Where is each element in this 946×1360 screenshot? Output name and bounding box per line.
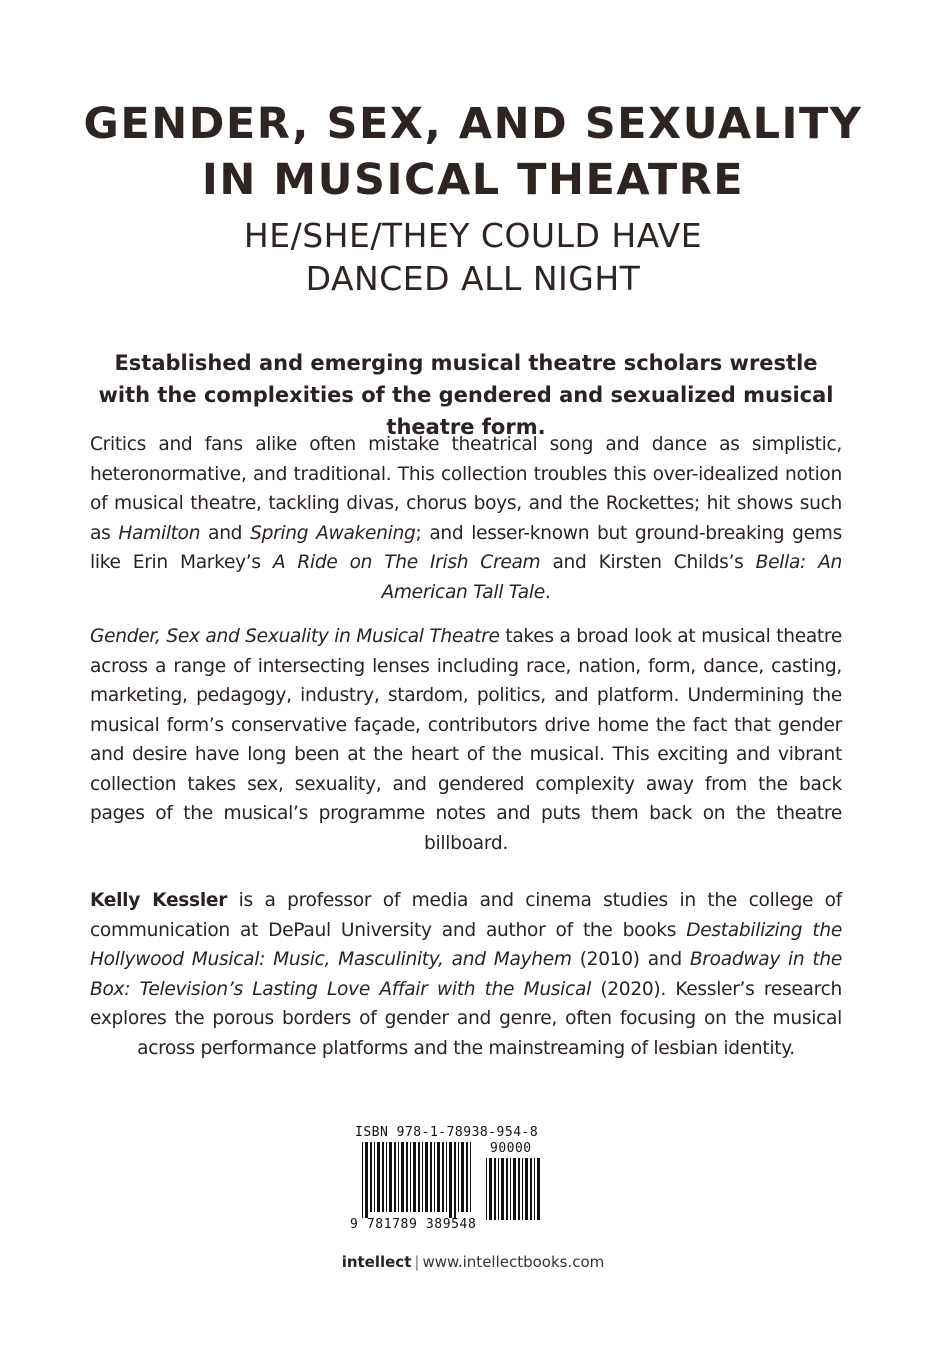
barcode-bar bbox=[534, 1158, 535, 1220]
barcode-bar bbox=[458, 1142, 459, 1212]
barcode-bar bbox=[398, 1142, 399, 1212]
barcode-bar bbox=[513, 1158, 516, 1220]
barcode-bar bbox=[382, 1142, 384, 1212]
publisher-footer bbox=[0, 1251, 946, 1273]
barcode-bar bbox=[537, 1158, 540, 1220]
book-title-line-1: GENDER, SEX, AND SEXUALITY bbox=[83, 99, 863, 149]
author-name: Kelly Kessler bbox=[90, 890, 228, 911]
author-book-1: Destabilizing the Hollywood Musical: Music, Masculinity, and Mayhem bbox=[90, 919, 842, 970]
barcode-bar bbox=[370, 1142, 372, 1212]
footer-separator: | bbox=[414, 1253, 420, 1271]
show-title-bella: Bella: An American Tall Tale bbox=[381, 552, 843, 603]
book-title-italic: Gender, Sex and Sexuality in Musical Theatre bbox=[90, 626, 500, 647]
barcode-bars-addon bbox=[486, 1158, 540, 1226]
barcode-bar bbox=[401, 1142, 404, 1212]
author-bio-text-b: (2010) and bbox=[571, 949, 690, 970]
show-title-spring-awakening: Spring Awakening bbox=[250, 522, 416, 544]
author-book-2: Broadway in the Box: Television’s Lasting Love Affair with the Musical bbox=[90, 949, 842, 1000]
paragraph-1-text-a: Critics and fans alike often mistake theatrical song and dance as simplistic, heteronormative, and traditional. This collection troubles this over-idealized notion of musical theatre, tackling divas, chorus boys, and the Rockettes; hit shows such as bbox=[90, 434, 842, 544]
author-bio-text-a: is a professor of media and cinema studies in the college of communication at DePaul University and author of the books bbox=[90, 890, 842, 941]
barcode-bar bbox=[530, 1158, 532, 1220]
show-title-irish-cream: A Ride on The Irish Cream bbox=[272, 552, 541, 573]
book-title bbox=[0, 96, 946, 208]
barcode-bar bbox=[434, 1142, 435, 1212]
barcode-bars-main bbox=[362, 1142, 474, 1218]
barcode-bar bbox=[498, 1158, 499, 1220]
paragraph-1-text-c: ; and lesser-known but ground-breaking gems like Erin Markey’s bbox=[90, 522, 842, 573]
barcode-bar bbox=[437, 1142, 440, 1212]
paragraph-1-text-b: and bbox=[200, 522, 251, 544]
isbn-label: ISBN 978-1-78938-954-8 bbox=[355, 1125, 539, 1140]
barcode-bar bbox=[518, 1158, 520, 1220]
barcode-bar bbox=[510, 1158, 511, 1220]
description-paragraph-2 bbox=[90, 622, 842, 858]
barcode-bar bbox=[442, 1142, 444, 1212]
barcode-bar bbox=[374, 1142, 375, 1212]
barcode-bar bbox=[362, 1142, 363, 1218]
show-title-hamilton: Hamilton bbox=[118, 522, 201, 544]
barcode-bar bbox=[525, 1158, 528, 1220]
book-subtitle-line-2: DANCED ALL NIGHT bbox=[305, 259, 641, 298]
barcode-bar bbox=[470, 1142, 471, 1212]
barcode-bar bbox=[461, 1142, 464, 1212]
publisher-name: intellect bbox=[341, 1253, 412, 1271]
barcode-bar bbox=[413, 1142, 416, 1212]
paragraph-1-text-d: and Kirsten Childs’s bbox=[540, 552, 756, 573]
barcode-bar bbox=[430, 1142, 432, 1212]
publisher-url[interactable]: www.intellectbooks.com bbox=[422, 1253, 605, 1271]
book-subtitle-line-1: HE/SHE/THEY COULD HAVE bbox=[243, 216, 703, 255]
book-subtitle bbox=[0, 214, 946, 300]
barcode-bar bbox=[489, 1158, 492, 1220]
barcode-addon-number: 90000 bbox=[490, 1141, 532, 1156]
barcode-bar bbox=[522, 1158, 523, 1220]
barcode-bar bbox=[425, 1142, 428, 1212]
barcode-bar bbox=[446, 1142, 447, 1212]
barcode-bar bbox=[410, 1142, 411, 1212]
barcode-bar bbox=[422, 1142, 423, 1212]
barcode-bar bbox=[486, 1158, 487, 1220]
barcode-bar bbox=[394, 1142, 396, 1212]
book-title-line-2: IN MUSICAL THEATRE bbox=[201, 155, 745, 205]
barcode-bar bbox=[454, 1142, 456, 1218]
lead-blurb: Established and emerging musical theatre scholars wrestle with the complexities of the gendered and sexualized musical theatre form. bbox=[98, 351, 834, 439]
barcode-bar bbox=[365, 1142, 368, 1218]
barcode-bar bbox=[506, 1158, 508, 1220]
isbn-barcode bbox=[350, 1126, 544, 1236]
barcode-bar bbox=[389, 1142, 392, 1212]
paragraph-2-text: takes a broad look at musical theatre across a range of intersecting lenses including race, nation, form, dance, casting, marketing, pedagogy, industry, stardom, politics, and platform. Undermining the musical form’s conservative façade, contributors drive home the fact that gender and desire have long been at the heart of the musical. This exciting and vibrant collection takes sex, sexuality, and gendered complexity away from the back pages of the musical’s programme notes and puts them back on the theatre billboard. bbox=[90, 626, 842, 854]
barcode-digits: 9 781789 389548 bbox=[350, 1217, 477, 1232]
barcode-bar bbox=[406, 1142, 408, 1212]
description-paragraph-1 bbox=[90, 430, 842, 607]
barcode-bar bbox=[386, 1142, 387, 1212]
author-bio-text-c: (2020). Kessler’s research explores the porous borders of gender and genre, often focusing on the musical across performance platforms and the mainstreaming of lesbian identity. bbox=[90, 978, 842, 1059]
barcode-bar bbox=[449, 1142, 452, 1218]
paragraph-1-text-e: . bbox=[544, 581, 551, 603]
barcode-bar bbox=[377, 1142, 380, 1212]
barcode-bar bbox=[418, 1142, 420, 1212]
barcode-bar bbox=[501, 1158, 504, 1220]
author-bio bbox=[90, 886, 842, 1063]
barcode-bar bbox=[494, 1158, 496, 1220]
barcode-bar bbox=[466, 1142, 468, 1212]
